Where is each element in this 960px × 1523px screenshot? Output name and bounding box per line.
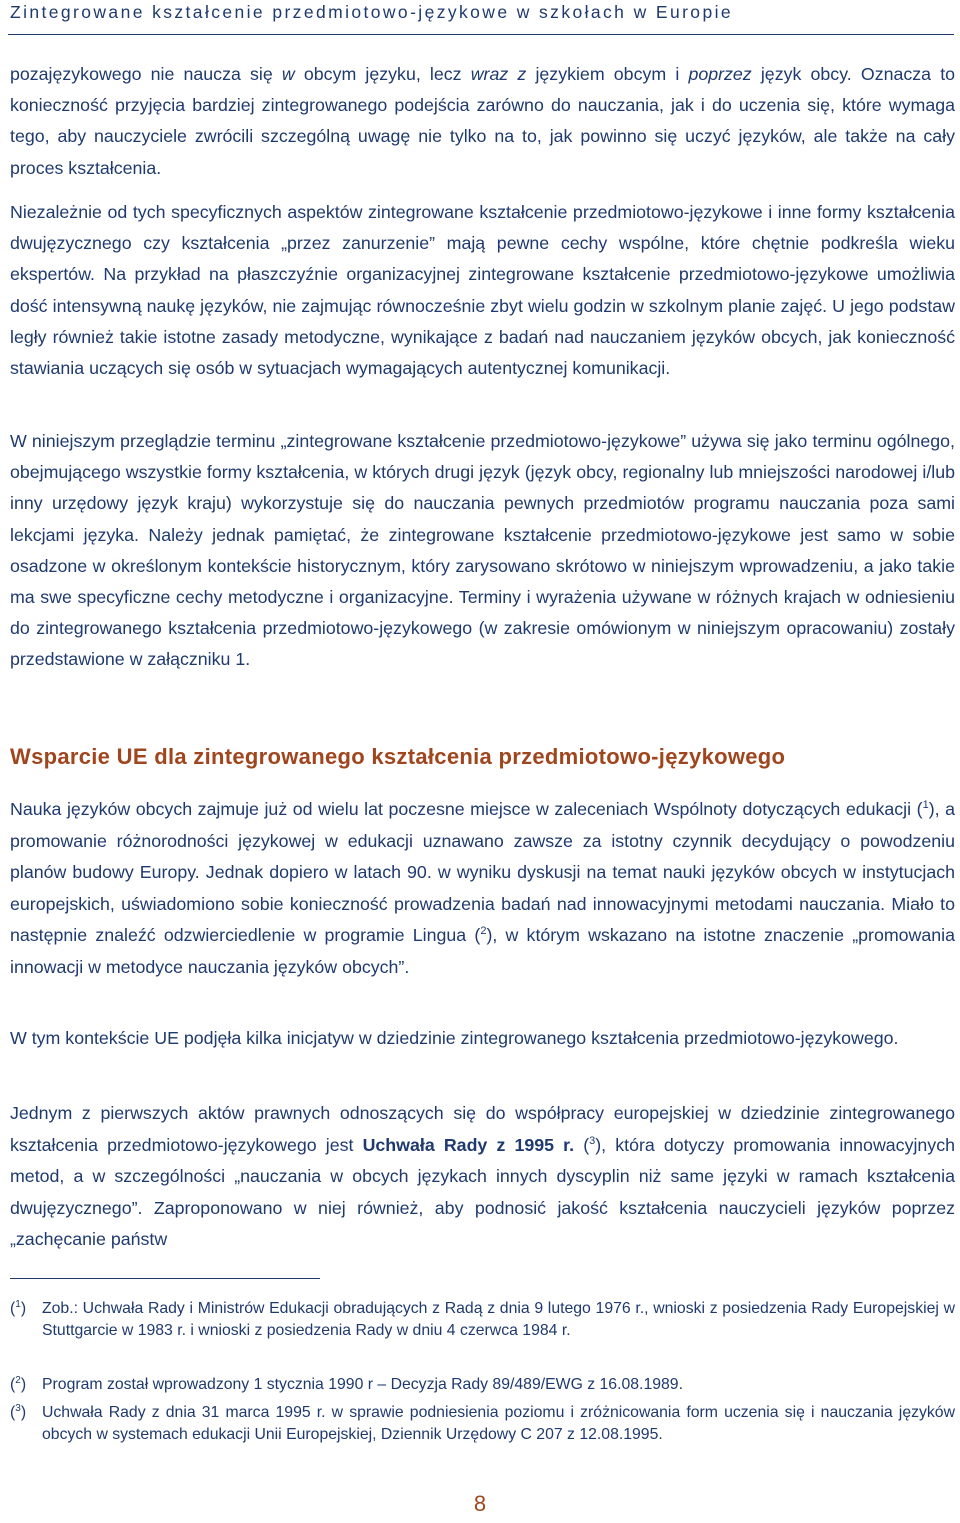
section-heading: Wsparcie UE dla zintegrowanego kształcenia przedmiotowo-językowego [10,744,786,769]
footnote-separator [10,1278,320,1279]
paragraph-5: W tym kontekście UE podjęła kilka inicjatyw w dziedzinie zintegrowanego kształcenia przedmiotowo-językowego. [10,1028,899,1048]
paragraph-6 [10,1098,955,1256]
para1-italic-poprzez: poprzez [688,64,752,84]
para1-text-g: język obcy. Oznacza to konieczność przyjęcia bardziej zintegrowanego podejścia zarówno do nauczania, jak i do uczenia się, które wymaga tego, aby nauczyciele zwrócili szczególną uwagę nie tylko na to, jak powinno się uczyć języków, ale także na cały proces kształcenia. [10,64,956,178]
paragraph-3: W niniejszym przeglądzie terminu „zintegrowane kształcenie przedmiotowo-językowe” używa się jako terminu ogólnego, obejmującego wszystkie formy kształcenia, w których drugi język (język obcy, regionalny lub mniejszości narodowej i/lub inny urzędowy język kraju) wykorzystuje się do nauczania pewnych przedmiotów programu nauczania poza sami lekcjami języka. Należy jednak pamiętać, że zintegrowane kształcenie przedmiotowo-językowe jest samo w sobie osadzone w określonym kontekście historycznym, który zarysowano skrótowo w niniejszym wprowadzeniu, a jako takie ma swe specyficzne cechy metodyczne i organizacyjne. Terminy i wyrażenia używane w różnych krajach w odniesieniu do zintegrowanego kształcenia przedmiotowo-językowego (w zakresie omówionym w niniejszym opracowaniu) zostały przedstawione w załączniku 1. [10,431,955,670]
footnote-3-text: Uchwała Rady z dnia 31 marca 1995 r. w sprawie podniesienia poziomu i zróżnicowania form uczenia się i nauczania języków obcych w systemach edukacji Unii Europejskiej, Dziennik Urzędowy C 207 z 12.08.1995. [42,1404,955,1444]
footnote-2 [10,1374,955,1396]
para6-bold-uchwala: Uchwała Rady z 1995 r. [362,1134,575,1155]
footnote-2-marker: ($^2$) [10,1375,27,1393]
header-rule [8,34,954,35]
page-number: 8 [473,1491,487,1516]
para4-text-c: ), w którym wskazano na istotne znaczenie „promowania innowacji w metodyce nauczania języków obcych”. [10,925,956,977]
para4-text-b: ), a promowanie różnorodności językowej w edukacji uznawano zawsze za istotny czynnik decydujący o powodzeniu planów budowy Europy. Jednak dopiero w latach 90. w wyniku dyskusji na temat nauki języków obcych w instytucjach europejskich, uświadomiono sobie konieczność prowadzenia badań nad innowacyjnymi metodami nauczania. Miało to następnie znaleźć odzwierciedlenie w programie Lingua ( [10,799,955,945]
footnote-3-marker: ($^3$) [10,1403,27,1421]
para6-text-c: ), która dotyczy promowania innowacyjnych metod, a w szczególności „nauczania w obcych językach innych dyscyplin niż same języki w ramach kształcenia dwujęzycznego”. Zaproponowano w niej również, aby podnosić jakość kształcenia nauczycieli języków poprzez „zachęcanie państw [10,1134,955,1249]
paragraph-2: Niezależnie od tych specyficznych aspektów zintegrowane kształcenie przedmiotowo-językowe i inne formy kształcenia dwujęzycznego czy kształcenia „przez zanurzenie” mają pewne cechy wspólne, które chętnie podkreśla wieku ekspertów. Na przykład na płaszczyźnie organizacyjnej zintegrowane kształcenie przedmiotowo-językowe umożliwia dość intensywną naukę języków, nie zajmując równocześnie zbyt wielu godzin w szkolnym planie zajęć. U jego podstaw legły również takie istotne zasady metodyczne, wynikające z badań nad nauczaniem języków obcych, jak konieczność stawiania uczących się osób w sytuacjach wymagających autentycznej komunikacji. [10,202,955,379]
para6-text-a: Jednym z pierwszych aktów prawnych odnoszących się do współpracy europejskiej w dziedzinie zintegrowanego kształcenia przedmiotowo-językowego jest [10,1103,955,1155]
para4-text-a: Nauka języków obcych zajmuje już od wielu lat poczesne miejsce w zaleceniach Wspólnoty dotyczących edukacji ( [10,799,923,819]
footnote-ref-3[interactable]: 3 [589,1134,596,1147]
para1-text-c: obcym języku, lecz [294,64,471,84]
para1-text-a: pozajęzykowego nie naucza się [10,64,282,84]
footnote-3 [10,1402,955,1447]
footnote-2-text: Program został wprowadzony 1 stycznia 1990 r – Decyzja Rady 89/489/EWG z 16.08.1989. [42,1376,683,1393]
para6-text-b: ( [574,1134,590,1155]
running-header: Zintegrowane kształcenie przedmiotowo-językowe w szkołach w Europie [10,2,733,22]
para1-italic-w: w [281,64,295,84]
footnote-ref-2[interactable]: 2 [480,925,487,937]
footnote-1 [10,1298,955,1343]
para1-text-e: językiem obcym i [526,64,689,84]
paragraph-4 [10,794,955,983]
paragraph-1 [10,59,955,184]
footnote-1-marker: ($^1$) [10,1299,27,1317]
para1-italic-wraz: wraz z [470,64,527,84]
footnote-1-text: Zob.: Uchwała Rady i Ministrów Edukacji obradujących z Radą z dnia 9 lutego 1976 r., wnioski z posiedzenia Rady Europejskiej w Stuttgarcie w 1983 r. i wnioski z posiedzenia Rady w dniu 4 czerwca 1984 r. [42,1300,955,1340]
footnote-ref-1[interactable]: 1 [922,799,929,811]
